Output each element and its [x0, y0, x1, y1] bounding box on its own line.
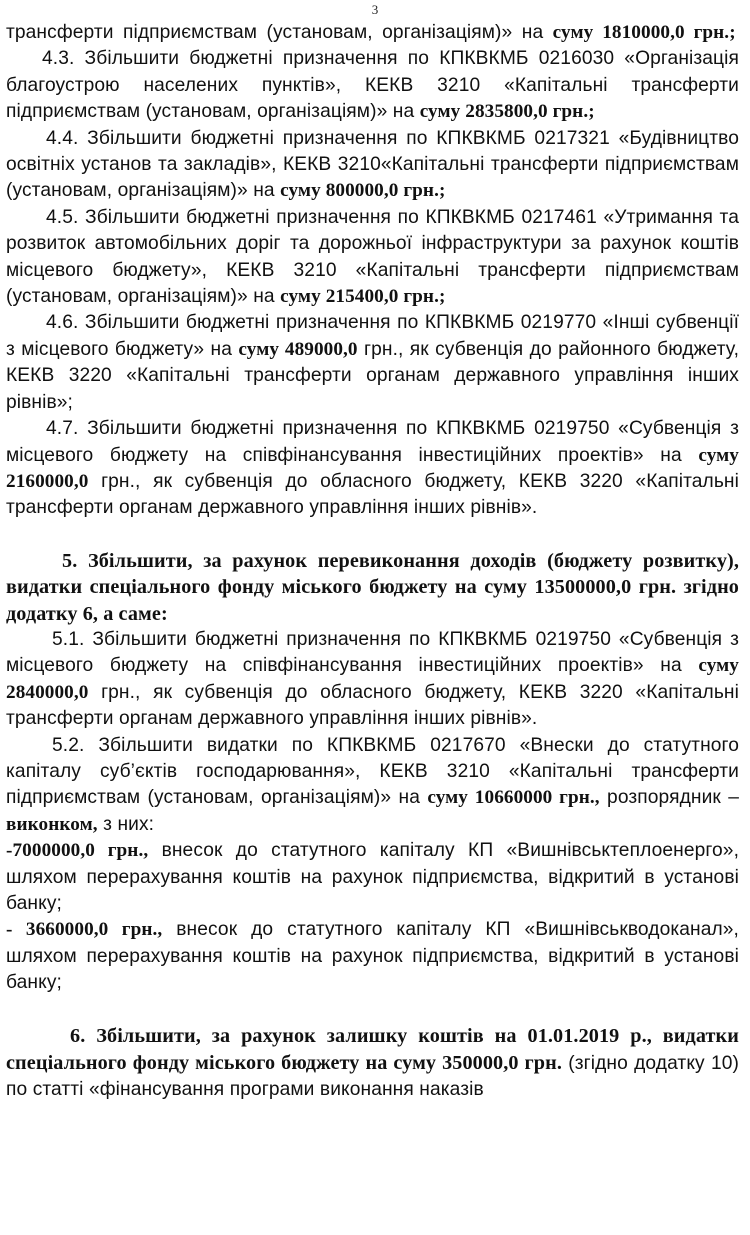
paragraph-top: [6, 20, 739, 46]
paragraph-text: внесок до статутного капіталу КП «Вишнівськводоканал», шляхом перерахування коштів на рахунок підприємства, відкритий в установі банку;: [6, 919, 739, 994]
document-body: [6, 20, 739, 1104]
amount-bold: - 3660000,0 грн.,: [6, 919, 163, 941]
paragraph-4-6: [6, 310, 739, 416]
paragraph-tail: грн., як субвенція до районного бюджету, КЕКВ 3220 «Капітальні трансферти органам державного управління інших рівнів»;: [6, 338, 739, 413]
amount-bold: суму 10660000 грн.,: [427, 787, 600, 809]
paragraph-text: 5.1. Збільшити бюджетні призначення по КПКВКМБ 0219750 «Субвенція з місцевого бюджету на співфінансування інвестиційних проектів» на: [6, 628, 739, 677]
paragraph-tail: розпорядник –: [607, 787, 739, 809]
amount-bold: суму 800000,0 грн.;: [280, 180, 446, 202]
paragraph-5-2: [6, 733, 739, 839]
section-6-heading: 6. Збільшити, за рахунок залишку коштів на 01.01.2019 р., видатки спеціального фонду міського бюджету на суму 350000,0 грн.: [6, 1024, 739, 1075]
executor-bold: виконком,: [6, 813, 98, 835]
paragraph-tail: з них:: [103, 813, 155, 835]
amount-bold: суму 489000,0: [238, 338, 358, 360]
paragraph-6: [6, 1023, 739, 1104]
amount-bold: суму 2840000,0: [6, 655, 739, 703]
paragraph-tail: (згідно додатку 10) по статті «фінансування програми виконання наказів: [6, 1053, 739, 1101]
paragraph-5-1: [6, 627, 739, 733]
paragraph-text: 4.3. Збільшити бюджетні призначення по КПКВКМБ 0216030 «Організація благоустрою населених пунктів», КЕКВ 3210 «Капітальні трансферти підприємствам (установам, організаціям)» на: [6, 48, 739, 123]
paragraph-text: трансферти підприємствам (установам, організаціям)» на: [6, 22, 544, 43]
paragraph-5-2-sub1: [6, 838, 739, 917]
paragraph-text: 4.5. Збільшити бюджетні призначення по КПКВКМБ 0217461 «Утримання та розвиток автомобільних доріг та дорожньої інфраструктури за рахунок коштів місцевого бюджету», КЕКВ 3210 «Капітальні трансферти підприємствам (установам, організаціям)» на: [6, 206, 739, 308]
amount-bold: -7000000,0 грн.,: [6, 840, 149, 862]
paragraph-text: 4.4. Збільшити бюджетні призначення по КПКВКМБ 0217321 «Будівництво освітніх установ та закладів», КЕКВ 3210«Капітальні трансферти підприємствам (установам, організаціям)» на: [6, 127, 739, 202]
section-5-heading: 5. Збільшити, за рахунок перевиконання доходів (бюджету розвитку), видатки спеціального фонду міського бюджету на суму 13500000,0 грн. згідно додатку 6, а саме:: [6, 549, 739, 625]
paragraph-tail: грн., як субвенція до обласного бюджету, КЕКВ 3220 «Капітальні трансферти органам державного управління інших рівнів».: [6, 681, 739, 730]
paragraph-4-5: [6, 205, 739, 311]
amount-bold: суму 2160000,0: [6, 444, 739, 492]
paragraph-text: внесок до статутного капіталу КП «Вишнівськтеплоенерго», шляхом перерахування коштів на рахунок підприємства, відкритий в установі банку;: [6, 840, 740, 914]
amount-bold: суму 1810000,0 грн.;: [552, 22, 736, 43]
paragraph-text: 4.6. Збільшити бюджетні призначення по КПКВКМБ 0219770 «Інші субвенції з місцевого бюджету» на: [6, 312, 739, 360]
paragraph-text: 5.2. Збільшити видатки по КПКВКМБ 0217670 «Внески до статутного капіталу суб’єктів господарювання», КЕКВ 3210 «Капітальні трансферти підприємствам (установам, організаціям)» на: [6, 734, 739, 809]
amount-bold: суму 2835800,0 грн.;: [419, 101, 595, 123]
paragraph-4-7: [6, 416, 739, 522]
spacer: [6, 522, 739, 548]
amount-bold: суму 215400,0 грн.;: [280, 286, 446, 308]
page-number: 3: [371, 2, 379, 17]
paragraph-tail: грн., як субвенція до обласного бюджету, КЕКВ 3220 «Капітальні трансферти органам державного управління інших рівнів».: [6, 470, 739, 519]
paragraph-text: 4.7. Збільшити бюджетні призначення по КПКВКМБ 0219750 «Субвенція з місцевого бюджету на співфінансування інвестиційних проектів» на: [6, 418, 739, 466]
spacer: [6, 997, 739, 1023]
paragraph-4-3: [6, 46, 739, 125]
paragraph-4-4: [6, 126, 739, 205]
paragraph-5-2-sub2: [6, 917, 739, 996]
